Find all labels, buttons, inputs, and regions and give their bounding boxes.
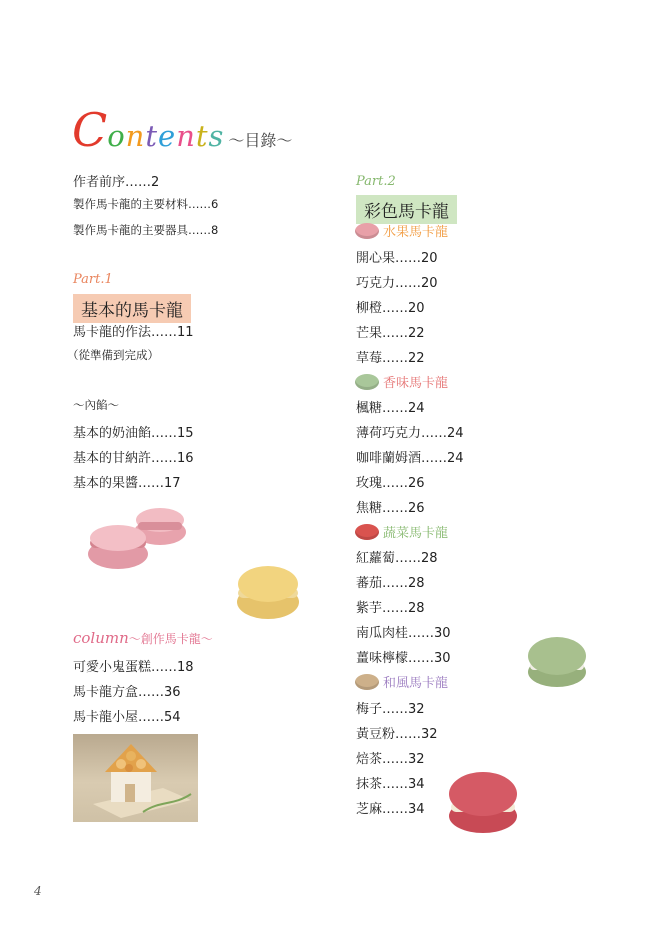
title-letter: s — [208, 119, 225, 153]
toc-entry: 作者前序……2 — [73, 175, 160, 190]
green-macaron-image — [524, 632, 590, 690]
toc-entry: 柳橙……20 — [356, 301, 425, 316]
toc-entry: 玫瑰……26 — [356, 476, 425, 491]
category-label: 蔬菜馬卡龍 — [383, 526, 449, 541]
part1-label: Part.1 — [73, 272, 113, 287]
toc-entry: 馬卡龍方盒……36 — [73, 685, 181, 700]
toc-entry: 焦糖……26 — [356, 501, 425, 516]
toc-entry: 草莓……22 — [356, 351, 425, 366]
toc-entry: 芒果……22 — [356, 326, 425, 341]
category-heading — [355, 672, 448, 691]
red-macaron-image — [444, 766, 522, 836]
macaron-icon — [355, 223, 379, 239]
toc-entry: 黃豆粉……32 — [356, 727, 438, 742]
category-label: 和風馬卡龍 — [383, 676, 449, 691]
toc-entry: 南瓜肉桂……30 — [356, 626, 451, 641]
title-letter: e — [158, 119, 177, 153]
part2-title: 彩色馬卡龍 — [356, 195, 457, 224]
toc-entry: 基本的果醬……17 — [73, 476, 181, 491]
part2-label: Part.2 — [356, 174, 396, 189]
category-label: 香味馬卡龍 — [383, 376, 449, 391]
toc-entry: 可愛小鬼蛋糕……18 — [73, 660, 194, 675]
page-subtitle: ～目錄～ — [228, 131, 293, 150]
title-letter: o — [107, 119, 126, 153]
toc-entry: 薄荷巧克力……24 — [356, 426, 464, 441]
toc-entry: 芝麻……34 — [356, 802, 425, 817]
category-heading — [355, 522, 448, 541]
category-heading — [355, 221, 448, 240]
toc-entry: 紅蘿蔔……28 — [356, 551, 438, 566]
column-subtitle: ～創作馬卡龍～ — [128, 632, 213, 646]
toc-entry: 基本的甘納許……16 — [73, 451, 194, 466]
toc-entry: 蕃茄……28 — [356, 576, 425, 591]
category-label: 水果馬卡龍 — [383, 225, 449, 240]
toc-entry: 焙茶……32 — [356, 752, 425, 767]
pink-macarons-image — [86, 502, 188, 574]
toc-entry: 基本的奶油餡……15 — [73, 426, 194, 441]
title-letter: t — [145, 119, 159, 153]
toc-entry: 紫芋……28 — [356, 601, 425, 616]
toc-entry: 製作馬卡龍的主要材料……6 — [73, 197, 219, 211]
toc-entry: 梅子……32 — [356, 702, 425, 717]
part1-title: 基本的馬卡龍 — [73, 294, 191, 323]
column-heading — [73, 628, 213, 647]
title-letter: n — [125, 119, 146, 153]
macaron-icon — [355, 374, 379, 390]
toc-note: （從準備到完成） — [67, 348, 159, 362]
toc-entry: 薑味檸檬……30 — [356, 651, 451, 666]
toc-entry: 馬卡龍的作法……11 — [73, 325, 194, 340]
page-title — [72, 105, 292, 155]
toc-entry: 咖啡蘭姆酒……24 — [356, 451, 464, 466]
toc-entry: 巧克力……20 — [356, 276, 438, 291]
column-word: column — [73, 629, 129, 647]
page-number: 4 — [34, 884, 42, 898]
title-letter: t — [195, 119, 209, 153]
filling-heading: ～內餡～ — [73, 398, 119, 412]
toc-entry: 抹茶……34 — [356, 777, 425, 792]
macaron-house-photo — [73, 734, 198, 822]
macaron-icon — [355, 524, 379, 540]
macaron-icon — [355, 674, 379, 690]
toc-entry: 製作馬卡龍的主要器具……8 — [73, 223, 219, 237]
macaron-house-illustration — [73, 734, 198, 822]
category-heading — [355, 372, 448, 391]
toc-entry: 開心果……20 — [356, 251, 438, 266]
title-letter: C — [72, 103, 108, 157]
yellow-macaron-image — [234, 562, 302, 622]
toc-entry: 楓糖……24 — [356, 401, 425, 416]
toc-entry: 馬卡龍小屋……54 — [73, 710, 181, 725]
title-letter: n — [176, 119, 196, 153]
